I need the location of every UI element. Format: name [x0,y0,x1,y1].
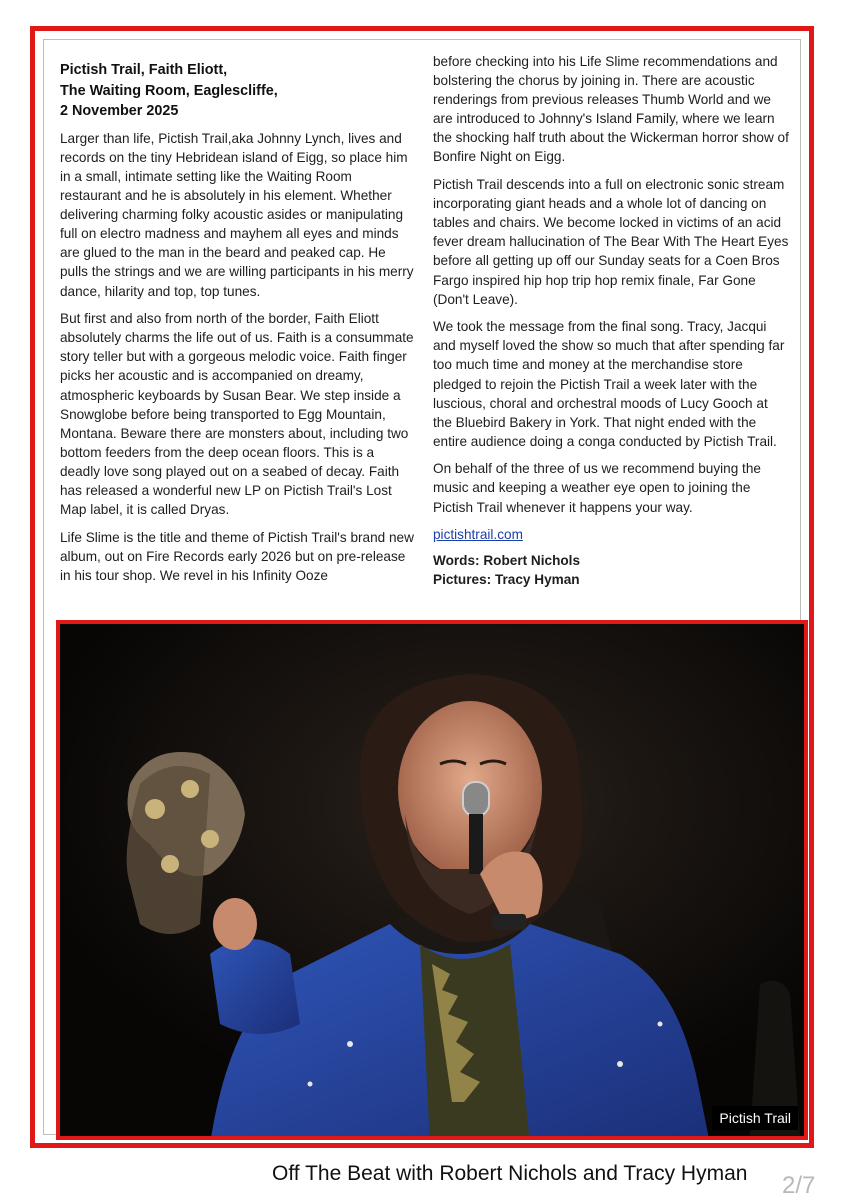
paragraph: We took the message from the final song. Tracy, Jacqui and myself loved the show so much that after spending far too much time and money at the merchandise store pledged to rejoin the Pictish Trail a week later with the luscious, choral and orchestral moods of Lucy Gooch at the Bluebird Bakery in York. That night ended with the entire audience doing a conga conducted by Pictish Trail. [433,319,785,449]
headline-line-1: Pictish Trail, Faith Eliott, [60,62,228,78]
headline-line-3: 2 November 2025 [60,103,179,120]
headline-line-2: The Waiting Room, Eaglescliffe, [60,82,278,99]
paragraph: before checking into his Life Slime recommendations and bolstering the chorus by joining in. There are acoustic renderings from previous releases Thumb World and we are introduced to Johnny's Island Family, where we learn the shocking half truth about the Wickerman horror show of Bonfire Night on Eigg. [433,54,789,165]
performer-photo-illustration [60,624,804,1136]
paragraph: But first and also from north of the border, Faith Eliott absolutely charms the life out of us. Faith is a consummate story teller but with a gorgeous melodic voice. Faith finger picks her acoustic and is accompanied on dreamy, atmospheric keyboards by Susan Bear. We step inside a Snowglobe before being transported to Egg Mountain, Montana. Beware there are monsters about, including two bottom feeders from the deep ocean floors. This is a deadly love song played out on a seabed of decay. Faith has released a wonderful new LP on Pictish Trail's Lost Map label, it is called Dryas. [60,311,414,518]
paragraph: Larger than life, Pictish Trail,aka Johnny Lynch, lives and records on the tiny Hebridean island of Eigg, so place him in a small, intimate setting like the Waiting Room restaurant and he is absolutely in his element. Whether delivering charming folky acoustic asides or manipulating full on electro madness and mayhem all eyes and minds are glued to the man in the beard and peaked cap. He pulls the strings and we are willing participants in his merry dance, hilarity and top, top tunes. [60,130,414,299]
inner-frame [43,39,801,1135]
credits [433,551,789,589]
performer-photo [56,620,808,1140]
words-credit: Words: Robert Nichols [433,553,581,569]
photo-caption: Pictish Trail [712,1106,798,1130]
paragraph: Pictish Trail descends into a full on electronic sonic stream incorporating giant heads and a whole lot of dancing on tables and chairs. We become locked in victims of an acid fever dream hallucination of The Bear With The Heart Eyes before all getting up off our Sunday seats for a Coen Bros Fargo inspired hip hop trip hop remix finale, Far Gone (Don't Leave). [433,177,789,307]
footer-text: Off The Beat with Robert Nichols and Tracy Hyman [272,1162,748,1185]
page-frame [30,26,814,1148]
website-link[interactable]: pictishtrail.com [433,527,523,543]
paragraph: On behalf of the three of us we recommend buying the music and keeping a weather eye open to joining the Pictish Trail whenever it happens your way. [433,461,761,515]
left-column [60,60,416,593]
article-headline [60,60,416,122]
pictures-credit: Pictures: Tracy Hyman [433,572,580,588]
page-number: 2/7 [782,1172,816,1199]
right-column [433,52,789,589]
paragraph: Life Slime is the title and theme of Pictish Trail's brand new album, out on Fire Records early 2026 but on pre-release in his tour shop. We revel in his Infinity Ooze [60,529,414,583]
